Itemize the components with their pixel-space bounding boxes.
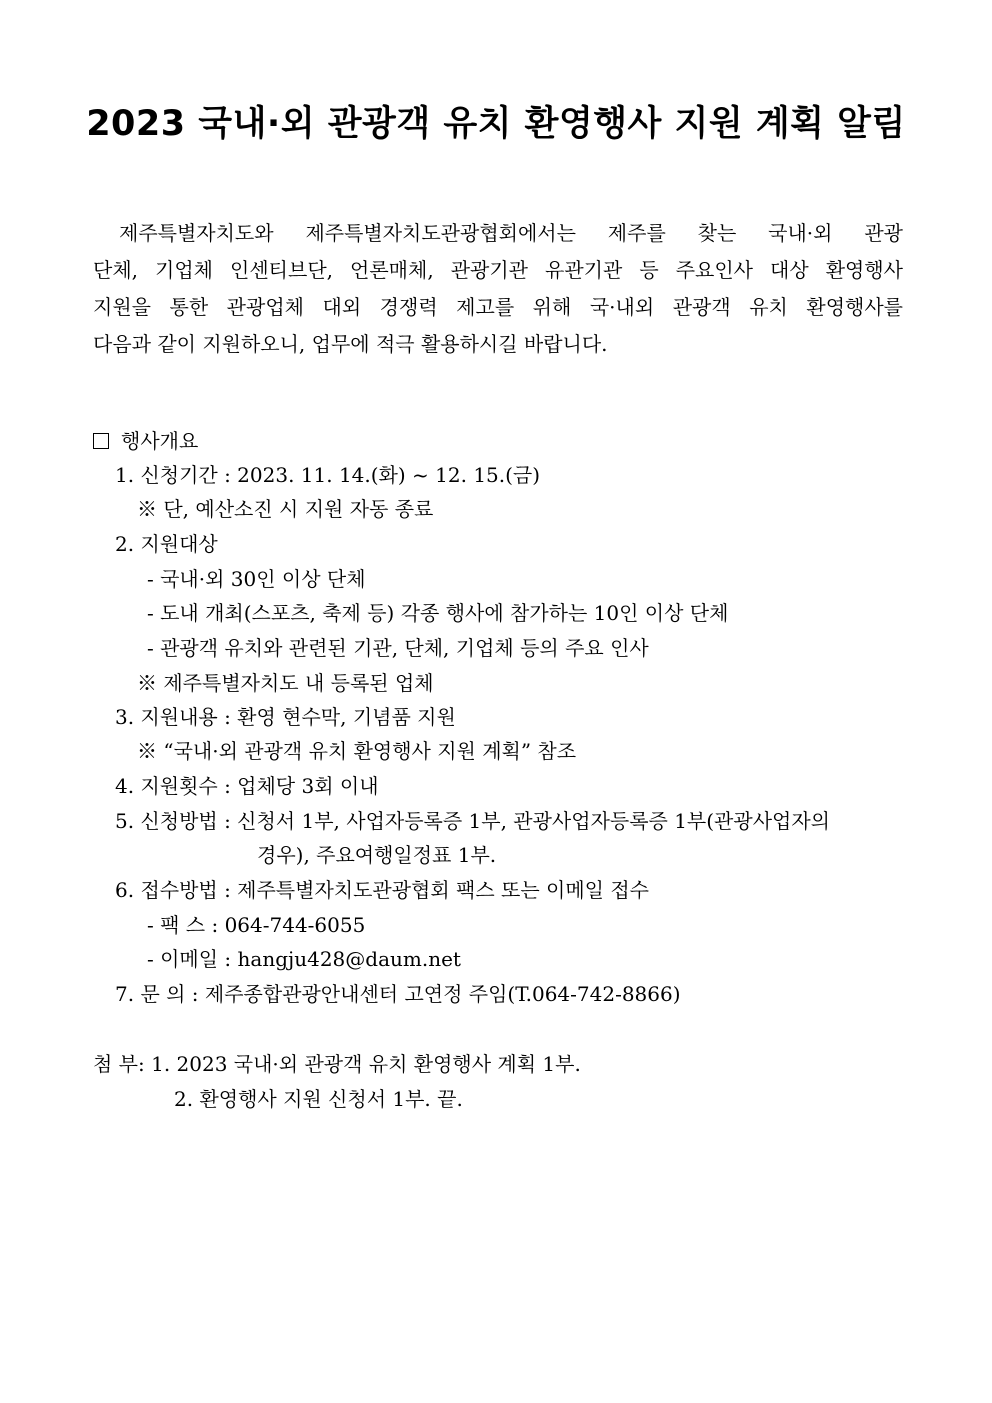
overview-line: 6. 접수방법 : 제주특별자치도관광협회 팩스 또는 이메일 접수 xyxy=(115,878,650,902)
overview-note: ※ 제주특별자치도 내 등록된 업체 xyxy=(137,671,434,695)
overview-heading-text: 행사개요 xyxy=(121,429,199,453)
overview-note: ※ 단, 예산소진 시 지원 자동 종료 xyxy=(137,497,434,521)
document-title: 2023 국내·외 관광객 유치 환영행사 지원 계획 알림 xyxy=(86,104,906,144)
overview-note: ※ “국내·외 관광객 유치 환영행사 지원 계획” 참조 xyxy=(137,739,577,763)
intro-line: 지원을 통한 관광업체 대외 경쟁력 제고를 위해 국·내외 관광객 유치 환영행사를 xyxy=(93,295,903,319)
overview-line: 1. 신청기간 : 2023. 11. 14.(화) ~ 12. 15.(금) xyxy=(115,463,541,487)
overview-subitem: - 팩 스 : 064-744-6055 xyxy=(147,913,366,937)
overview-heading xyxy=(93,424,198,458)
overview-subitem: - 이메일 : hangju428@daum.net xyxy=(147,947,461,971)
overview-subitem: - 도내 개최(스포츠, 축제 등) 각종 행사에 참가하는 10인 이상 단체 xyxy=(147,601,729,625)
intro-line: 다음과 같이 지원하오니, 업무에 적극 활용하시길 바랍니다. xyxy=(93,332,608,356)
overview-line: 3. 지원내용 : 환영 현수막, 기념품 지원 xyxy=(115,705,456,729)
intro-paragraph xyxy=(93,215,903,363)
intro-line: 단체, 기업체 인센티브단, 언론매체, 관광기관 유관기관 등 주요인사 대상 환영행사 xyxy=(93,258,903,282)
overview-line: 2. 지원대상 xyxy=(115,532,218,556)
overview-continuation: 경우), 주요여행일정표 1부. xyxy=(257,843,497,867)
overview-subitem: - 관광객 유치와 관련된 기관, 단체, 기업체 등의 주요 인사 xyxy=(147,636,649,660)
attachment-line: 2. 환영행사 지원 신청서 1부. 끝. xyxy=(174,1087,463,1111)
overview-line: 5. 신청방법 : 신청서 1부, 사업자등록증 1부, 관광사업자등록증 1부(관광사업자의 xyxy=(115,809,830,833)
overview-line: 4. 지원횟수 : 업체당 3회 이내 xyxy=(115,774,379,798)
checkbox-square-icon xyxy=(93,433,109,449)
overview-subitem: - 국내·외 30인 이상 단체 xyxy=(147,567,366,591)
attachment-line: 첨 부: 1. 2023 국내·외 관광객 유치 환영행사 계획 1부. xyxy=(93,1052,581,1076)
intro-line: 제주특별자치도와 제주특별자치도관광협회에서는 제주를 찾는 국내·외 관광 xyxy=(119,221,903,245)
overview-line: 7. 문 의 : 제주종합관광안내센터 고연정 주임(T.064-742-8866) xyxy=(115,982,681,1006)
